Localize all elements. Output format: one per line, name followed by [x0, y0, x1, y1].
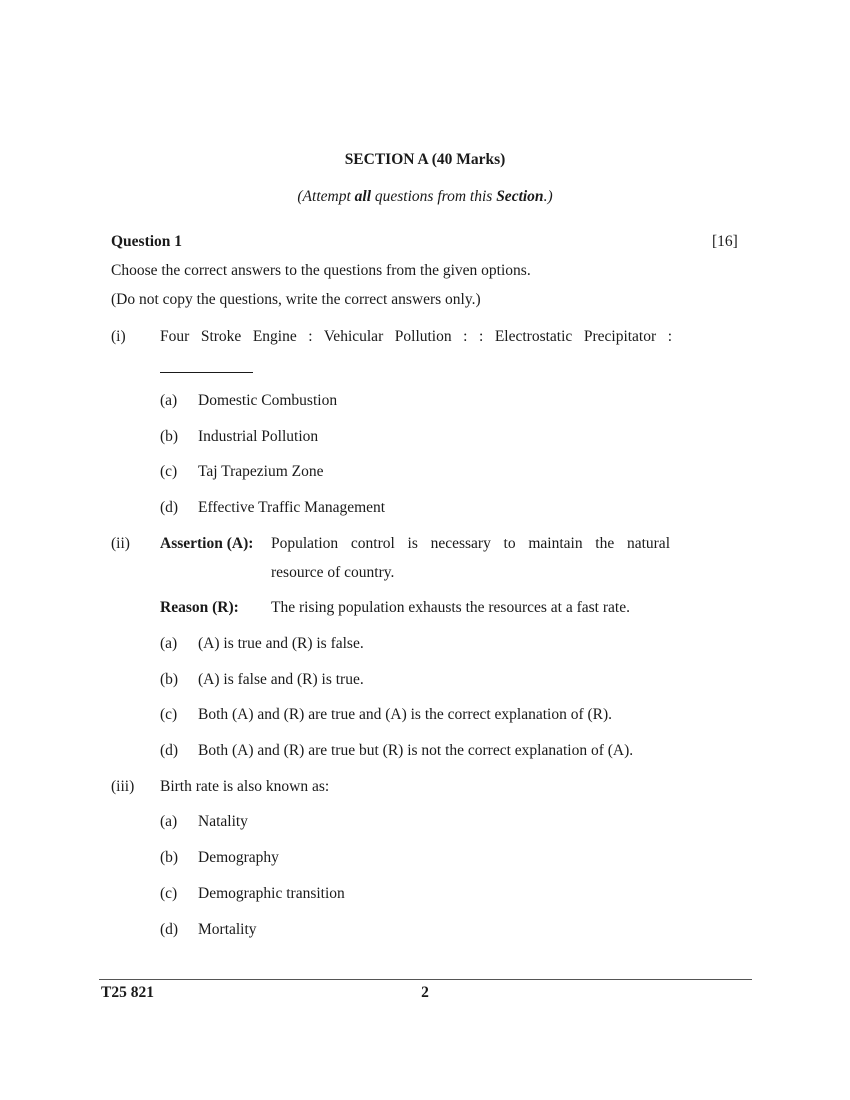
q1-option-label: (d) [160, 499, 179, 516]
question-title: Question 1 [111, 233, 183, 250]
instruction-middle: questions from this [371, 188, 497, 205]
q2-option-text: (A) is false and (R) is true. [198, 671, 364, 688]
q2-number: (ii) [111, 535, 130, 552]
instruction-prefix: (Attempt [297, 188, 355, 205]
q1-option-label: (a) [160, 392, 178, 409]
q1-stem: Four Stroke Engine : Vehicular Pollution : : Electrostatic Precipitator : [160, 328, 672, 345]
q2-assertion-line1: Population control is necessary to maintain the natural [271, 535, 670, 552]
section-instruction [0, 188, 850, 206]
footer-divider [99, 979, 752, 980]
q3-option-text: Demographic transition [198, 885, 345, 902]
q3-number: (iii) [111, 778, 135, 795]
q2-option-label: (a) [160, 635, 178, 652]
q2-option-label: (c) [160, 706, 178, 723]
q1-answer-blank [160, 360, 253, 378]
q1-option-text: Taj Trapezium Zone [198, 463, 324, 480]
q1-option-label: (b) [160, 428, 179, 445]
q2-option-text: (A) is true and (R) is false. [198, 635, 364, 652]
q3-stem: Birth rate is also known as: [160, 778, 330, 795]
q2-reason-label: Reason (R): [160, 599, 239, 616]
q1-option-text: Domestic Combustion [198, 392, 338, 409]
q1-number: (i) [111, 328, 126, 345]
question-marks: [16] [712, 233, 738, 250]
q2-assertion-line2: resource of country. [271, 564, 395, 581]
q3-option-text: Natality [198, 813, 248, 830]
q1-option-label: (c) [160, 463, 178, 480]
q2-option-text: Both (A) and (R) are true but (R) is not the correct explanation of (A). [198, 742, 634, 759]
q2-assertion-label: Assertion (A): [160, 535, 254, 552]
instruction-all: all [354, 188, 372, 205]
q2-reason-text: The rising population exhausts the resources at a fast rate. [271, 599, 630, 616]
q1-option-text: Industrial Pollution [198, 428, 319, 445]
q3-option-label: (a) [160, 813, 178, 830]
q2-option-label: (d) [160, 742, 179, 759]
q3-option-label: (d) [160, 921, 179, 938]
footer-page-number: 2 [421, 984, 429, 1001]
footer-code: T25 821 [101, 984, 154, 1001]
q3-option-label: (b) [160, 849, 179, 866]
q3-option-text: Mortality [198, 921, 257, 938]
question-instruction-2: (Do not copy the questions, write the correct answers only.) [111, 291, 481, 308]
q1-option-text: Effective Traffic Management [198, 499, 386, 516]
section-title: SECTION A (40 Marks) [344, 151, 506, 168]
question-instruction-1: Choose the correct answers to the questions from the given options. [111, 262, 531, 279]
instruction-section: Section [496, 188, 544, 205]
instruction-suffix: .) [543, 188, 553, 205]
q3-option-label: (c) [160, 885, 178, 902]
q2-option-label: (b) [160, 671, 179, 688]
q2-option-text: Both (A) and (R) are true and (A) is the correct explanation of (R). [198, 706, 613, 723]
q3-option-text: Demography [198, 849, 279, 866]
